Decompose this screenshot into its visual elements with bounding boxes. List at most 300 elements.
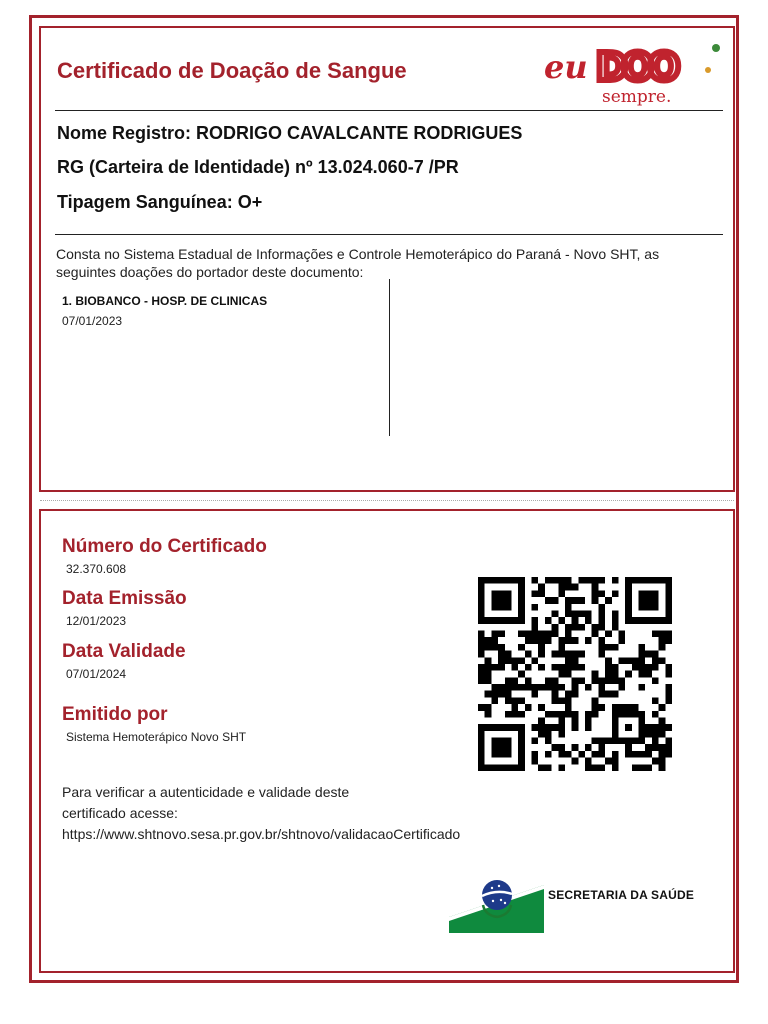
qr-module bbox=[491, 604, 498, 611]
qr-module bbox=[491, 590, 498, 597]
qr-module bbox=[505, 577, 512, 584]
qr-module bbox=[612, 691, 619, 698]
qr-module bbox=[518, 604, 525, 611]
qr-module bbox=[625, 751, 632, 758]
qr-module bbox=[558, 584, 565, 591]
qr-module bbox=[525, 631, 532, 638]
qr-module bbox=[618, 711, 625, 718]
qr-module bbox=[645, 577, 652, 584]
donation-entry-date: 07/01/2023 bbox=[62, 314, 123, 328]
qr-module bbox=[612, 758, 619, 765]
qr-module bbox=[565, 577, 572, 584]
qr-module bbox=[545, 711, 552, 718]
qr-module bbox=[525, 637, 532, 644]
qr-module bbox=[572, 584, 579, 591]
qr-module bbox=[485, 577, 492, 584]
qr-module bbox=[498, 651, 505, 658]
qr-module bbox=[478, 597, 485, 604]
qr-module bbox=[505, 684, 512, 691]
qr-module bbox=[652, 604, 659, 611]
qr-module bbox=[632, 751, 639, 758]
qr-module bbox=[518, 764, 525, 771]
qr-module bbox=[639, 577, 646, 584]
qr-module bbox=[518, 671, 525, 678]
qr-module bbox=[572, 724, 579, 731]
qr-module bbox=[565, 697, 572, 704]
qr-module bbox=[478, 644, 485, 651]
qr-module bbox=[505, 617, 512, 624]
qr-module bbox=[665, 691, 672, 698]
qr-module bbox=[558, 717, 565, 724]
qr-module bbox=[498, 590, 505, 597]
qr-module bbox=[639, 684, 646, 691]
qr-module bbox=[618, 738, 625, 745]
qr-module bbox=[578, 577, 585, 584]
qr-module bbox=[505, 604, 512, 611]
qr-module bbox=[659, 657, 666, 664]
qr-module bbox=[659, 758, 666, 765]
qr-module bbox=[532, 657, 539, 664]
qr-module bbox=[505, 711, 512, 718]
qr-module bbox=[505, 677, 512, 684]
qr-module bbox=[485, 691, 492, 698]
qr-module bbox=[572, 691, 579, 698]
qr-module bbox=[491, 577, 498, 584]
qr-module bbox=[605, 758, 612, 765]
qr-module bbox=[545, 724, 552, 731]
qr-module bbox=[552, 684, 559, 691]
qr-module bbox=[625, 711, 632, 718]
qr-module bbox=[625, 704, 632, 711]
qr-module bbox=[532, 637, 539, 644]
qr-module bbox=[605, 657, 612, 664]
qr-module bbox=[598, 624, 605, 631]
qr-module bbox=[632, 711, 639, 718]
qr-module bbox=[491, 631, 498, 638]
qr-module bbox=[545, 617, 552, 624]
qr-module bbox=[598, 684, 605, 691]
qr-module bbox=[605, 738, 612, 745]
validity-date-label: Data Validade bbox=[62, 641, 186, 662]
qr-module bbox=[592, 697, 599, 704]
donations-intro-text: Consta no Sistema Estadual de Informações e Controle Hemoterápico do Paraná - Novo SHT, as seguintes doações do portador deste documento: bbox=[56, 246, 660, 280]
qr-module bbox=[518, 731, 525, 738]
qr-module bbox=[511, 577, 518, 584]
qr-module bbox=[518, 744, 525, 751]
qr-module bbox=[558, 651, 565, 658]
qr-module bbox=[505, 597, 512, 604]
qr-module bbox=[632, 738, 639, 745]
qr-module bbox=[518, 590, 525, 597]
qr-module bbox=[491, 684, 498, 691]
qr-module bbox=[565, 711, 572, 718]
qr-module bbox=[652, 590, 659, 597]
qr-module bbox=[558, 684, 565, 691]
qr-module bbox=[645, 590, 652, 597]
qr-module bbox=[485, 617, 492, 624]
qr-module bbox=[498, 684, 505, 691]
qr-module bbox=[592, 577, 599, 584]
qr-module bbox=[538, 651, 545, 658]
qr-module bbox=[552, 677, 559, 684]
qr-module bbox=[632, 764, 639, 771]
qr-module bbox=[618, 657, 625, 664]
qr-module bbox=[665, 738, 672, 745]
qr-module bbox=[565, 691, 572, 698]
qr-module bbox=[639, 604, 646, 611]
qr-module bbox=[598, 604, 605, 611]
qr-module bbox=[518, 644, 525, 651]
qr-module bbox=[572, 657, 579, 664]
qr-module bbox=[605, 691, 612, 698]
qr-module bbox=[518, 657, 525, 664]
qr-module bbox=[659, 577, 666, 584]
qr-module bbox=[525, 704, 532, 711]
qr-module bbox=[665, 610, 672, 617]
qr-module bbox=[565, 657, 572, 664]
qr-module bbox=[592, 704, 599, 711]
qr-module bbox=[558, 751, 565, 758]
qr-module bbox=[578, 751, 585, 758]
qr-module bbox=[572, 744, 579, 751]
qr-module bbox=[585, 637, 592, 644]
qr-module bbox=[532, 631, 539, 638]
qr-module bbox=[498, 764, 505, 771]
qr-module bbox=[665, 724, 672, 731]
qr-module bbox=[659, 751, 666, 758]
qr-module bbox=[598, 637, 605, 644]
qr-module bbox=[625, 584, 632, 591]
qr-module bbox=[612, 664, 619, 671]
qr-module bbox=[585, 711, 592, 718]
qr-module bbox=[518, 610, 525, 617]
qr-module bbox=[498, 738, 505, 745]
qr-module bbox=[545, 738, 552, 745]
qr-module bbox=[545, 637, 552, 644]
qr-module bbox=[538, 764, 545, 771]
qr-module bbox=[652, 651, 659, 658]
qr-module bbox=[505, 691, 512, 698]
qr-module bbox=[552, 664, 559, 671]
qr-module bbox=[491, 744, 498, 751]
qr-module bbox=[518, 631, 525, 638]
logo-word-doo: DOO bbox=[596, 45, 675, 89]
qr-module bbox=[538, 704, 545, 711]
certificate-title: Certificado de Doação de Sangue bbox=[57, 58, 407, 83]
qr-module bbox=[478, 671, 485, 678]
donor-name: Nome Registro: RODRIGO CAVALCANTE RODRIGUES bbox=[57, 123, 523, 143]
qr-module bbox=[558, 724, 565, 731]
donations-column-divider bbox=[389, 279, 390, 436]
issue-date-label: Data Emissão bbox=[62, 588, 187, 609]
qr-module bbox=[485, 704, 492, 711]
qr-module bbox=[565, 631, 572, 638]
qr-module bbox=[478, 637, 485, 644]
qr-module bbox=[612, 751, 619, 758]
eu-doo-sempre-logo bbox=[540, 40, 730, 106]
qr-module bbox=[625, 671, 632, 678]
qr-module bbox=[505, 738, 512, 745]
qr-module bbox=[511, 677, 518, 684]
qr-module bbox=[598, 577, 605, 584]
qr-module bbox=[625, 577, 632, 584]
qr-module bbox=[659, 731, 666, 738]
qr-module bbox=[538, 584, 545, 591]
qr-module bbox=[585, 724, 592, 731]
qr-module bbox=[518, 738, 525, 745]
qr-module bbox=[645, 671, 652, 678]
qr-module bbox=[625, 724, 632, 731]
qr-module bbox=[572, 664, 579, 671]
qr-module bbox=[491, 691, 498, 698]
qr-module bbox=[532, 751, 539, 758]
qr-module bbox=[485, 664, 492, 671]
issuer-value: Sistema Hemoterápico Novo SHT bbox=[66, 730, 247, 744]
qr-module bbox=[632, 577, 639, 584]
qr-module bbox=[592, 624, 599, 631]
qr-module bbox=[565, 671, 572, 678]
qr-module bbox=[618, 631, 625, 638]
qr-module bbox=[625, 617, 632, 624]
qr-module bbox=[538, 664, 545, 671]
qr-module bbox=[485, 637, 492, 644]
parana-flag-icon bbox=[449, 859, 544, 933]
qr-module bbox=[612, 644, 619, 651]
qr-module bbox=[639, 724, 646, 731]
qr-module bbox=[532, 738, 539, 745]
qr-module bbox=[572, 677, 579, 684]
qr-module bbox=[478, 724, 485, 731]
qr-module bbox=[605, 631, 612, 638]
qr-module bbox=[652, 657, 659, 664]
qr-module bbox=[592, 597, 599, 604]
qr-module bbox=[552, 631, 559, 638]
qr-module bbox=[518, 751, 525, 758]
qr-module bbox=[592, 671, 599, 678]
qr-module bbox=[552, 597, 559, 604]
qr-module bbox=[558, 744, 565, 751]
qr-module bbox=[632, 617, 639, 624]
qr-module bbox=[552, 691, 559, 698]
qr-module bbox=[511, 724, 518, 731]
qr-module bbox=[511, 704, 518, 711]
qr-module bbox=[625, 657, 632, 664]
qr-module bbox=[518, 684, 525, 691]
qr-module bbox=[558, 617, 565, 624]
qr-module bbox=[659, 617, 666, 624]
qr-module bbox=[525, 651, 532, 658]
secretaria-saude-label: SECRETARIA DA SAÚDE bbox=[548, 888, 695, 902]
issue-date-value: 12/01/2023 bbox=[66, 614, 127, 628]
qr-module bbox=[639, 711, 646, 718]
qr-module bbox=[598, 617, 605, 624]
qr-module bbox=[625, 597, 632, 604]
qr-module bbox=[478, 577, 485, 584]
qr-module bbox=[645, 604, 652, 611]
qr-module bbox=[612, 610, 619, 617]
qr-module bbox=[505, 657, 512, 664]
qr-module bbox=[538, 684, 545, 691]
qr-module bbox=[558, 697, 565, 704]
qr-module bbox=[612, 590, 619, 597]
qr-module bbox=[558, 664, 565, 671]
qr-module bbox=[491, 637, 498, 644]
qr-module bbox=[558, 590, 565, 597]
qr-module bbox=[612, 724, 619, 731]
qr-module bbox=[532, 684, 539, 691]
logo-word-sempre: sempre. bbox=[602, 87, 672, 106]
qr-module bbox=[612, 738, 619, 745]
qr-module bbox=[665, 604, 672, 611]
qr-module bbox=[578, 624, 585, 631]
qr-module bbox=[572, 617, 579, 624]
qr-module bbox=[478, 758, 485, 765]
qr-module bbox=[625, 604, 632, 611]
qr-module bbox=[612, 717, 619, 724]
qr-module bbox=[518, 577, 525, 584]
qr-module bbox=[565, 637, 572, 644]
logo-leaf-dot bbox=[705, 67, 711, 73]
qr-module bbox=[565, 597, 572, 604]
qr-module bbox=[659, 717, 666, 724]
qr-code-icon bbox=[478, 571, 672, 777]
qr-module bbox=[478, 744, 485, 751]
qr-module bbox=[578, 610, 585, 617]
qr-module bbox=[478, 764, 485, 771]
qr-module bbox=[552, 744, 559, 751]
qr-module bbox=[505, 764, 512, 771]
donor-rg: RG (Carteira de Identidade) nº 13.024.060-7 /PR bbox=[57, 157, 459, 177]
qr-module bbox=[518, 758, 525, 765]
qr-module bbox=[598, 744, 605, 751]
qr-module bbox=[478, 677, 485, 684]
qr-module bbox=[538, 637, 545, 644]
qr-module bbox=[612, 577, 619, 584]
qr-module bbox=[491, 764, 498, 771]
qr-module bbox=[605, 597, 612, 604]
qr-module bbox=[478, 738, 485, 745]
qr-module bbox=[585, 744, 592, 751]
qr-module bbox=[652, 664, 659, 671]
qr-module bbox=[665, 684, 672, 691]
qr-module bbox=[665, 751, 672, 758]
qr-module bbox=[565, 624, 572, 631]
qr-module bbox=[592, 631, 599, 638]
qr-module bbox=[592, 711, 599, 718]
qr-module bbox=[572, 684, 579, 691]
qr-module bbox=[572, 637, 579, 644]
qr-module bbox=[639, 717, 646, 724]
qr-module bbox=[665, 617, 672, 624]
qr-module bbox=[505, 590, 512, 597]
qr-module bbox=[511, 617, 518, 624]
qr-module bbox=[552, 711, 559, 718]
qr-module bbox=[498, 744, 505, 751]
qr-module bbox=[518, 617, 525, 624]
qr-module bbox=[652, 677, 659, 684]
qr-module bbox=[498, 724, 505, 731]
logo-word-eu: eu bbox=[544, 48, 588, 86]
qr-module bbox=[665, 584, 672, 591]
qr-module bbox=[538, 731, 545, 738]
verification-text: Para verificar a autenticidade e validade deste certificado acesse: https://www.shtnovo.sesa.pr.gov.br/shtnovo/validacaoCertificado bbox=[62, 784, 461, 842]
qr-module bbox=[565, 610, 572, 617]
qr-module bbox=[598, 751, 605, 758]
qr-module bbox=[538, 590, 545, 597]
qr-module bbox=[572, 610, 579, 617]
qr-module bbox=[491, 644, 498, 651]
qr-module bbox=[525, 664, 532, 671]
qr-module bbox=[652, 744, 659, 751]
dotted-cut-line bbox=[40, 500, 734, 501]
qr-module bbox=[498, 751, 505, 758]
qr-module bbox=[645, 617, 652, 624]
qr-module bbox=[665, 577, 672, 584]
certificate-number-value: 32.370.608 bbox=[66, 562, 127, 576]
qr-module bbox=[525, 684, 532, 691]
qr-module bbox=[645, 724, 652, 731]
qr-module bbox=[645, 744, 652, 751]
qr-module bbox=[578, 677, 585, 684]
qr-module bbox=[545, 751, 552, 758]
header-divider bbox=[55, 110, 723, 111]
qr-module bbox=[639, 764, 646, 771]
qr-module bbox=[565, 651, 572, 658]
qr-module bbox=[565, 664, 572, 671]
qr-module bbox=[652, 731, 659, 738]
qr-module bbox=[498, 617, 505, 624]
qr-module bbox=[585, 577, 592, 584]
issuer-label: Emitido por bbox=[62, 704, 168, 725]
qr-module bbox=[485, 764, 492, 771]
qr-module bbox=[485, 724, 492, 731]
qr-module bbox=[572, 597, 579, 604]
qr-module bbox=[545, 597, 552, 604]
qr-module bbox=[491, 697, 498, 704]
qr-module bbox=[491, 751, 498, 758]
qr-module bbox=[545, 577, 552, 584]
qr-module bbox=[618, 637, 625, 644]
qr-module bbox=[552, 577, 559, 584]
qr-module bbox=[659, 704, 666, 711]
qr-module bbox=[665, 744, 672, 751]
qr-module bbox=[618, 684, 625, 691]
qr-module bbox=[645, 664, 652, 671]
qr-module bbox=[585, 764, 592, 771]
qr-module bbox=[545, 631, 552, 638]
qr-module bbox=[598, 644, 605, 651]
qr-module bbox=[565, 604, 572, 611]
qr-module bbox=[565, 584, 572, 591]
qr-module bbox=[598, 704, 605, 711]
qr-module bbox=[612, 711, 619, 718]
qr-module bbox=[532, 617, 539, 624]
qr-module bbox=[545, 684, 552, 691]
qr-module bbox=[652, 711, 659, 718]
qr-module bbox=[605, 664, 612, 671]
qr-module bbox=[665, 664, 672, 671]
qr-module bbox=[478, 731, 485, 738]
qr-module bbox=[572, 624, 579, 631]
qr-module bbox=[538, 717, 545, 724]
qr-module bbox=[598, 590, 605, 597]
qr-module bbox=[518, 724, 525, 731]
qr-module bbox=[592, 590, 599, 597]
qr-module bbox=[511, 657, 518, 664]
qr-module bbox=[598, 691, 605, 698]
qr-module bbox=[645, 764, 652, 771]
qr-module bbox=[505, 744, 512, 751]
